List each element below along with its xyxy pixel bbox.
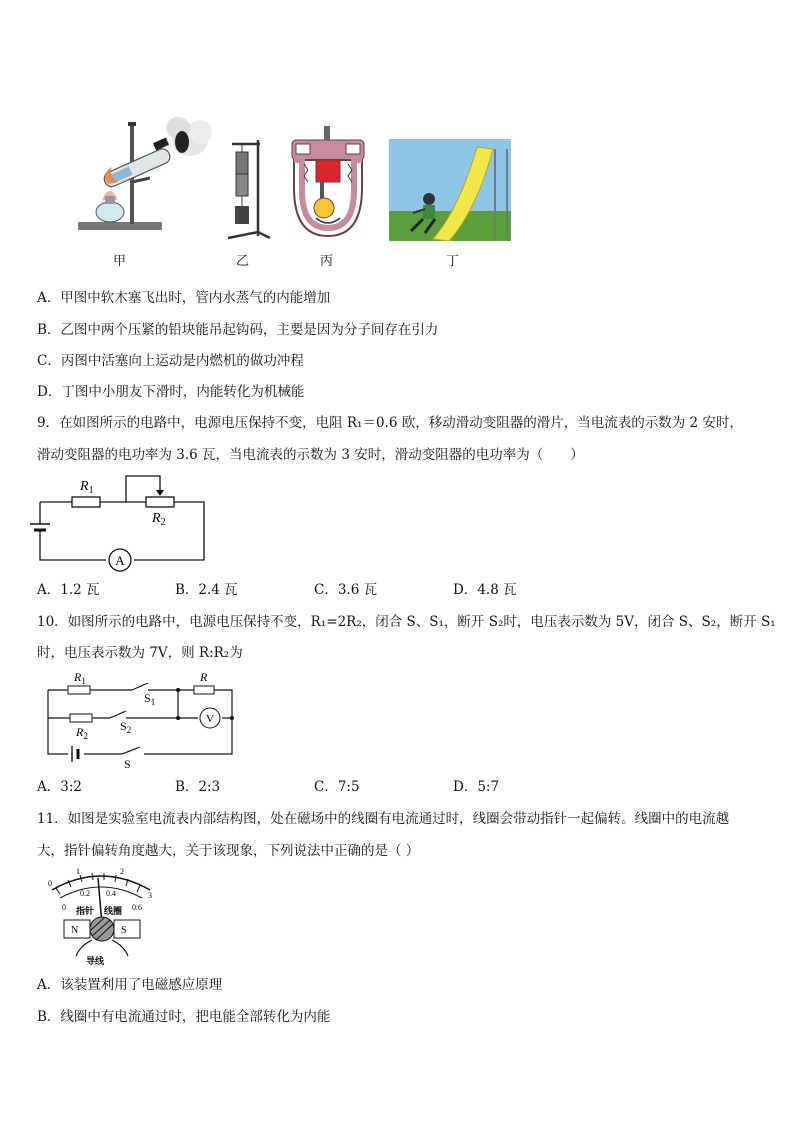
q11-coil-label: 线圈 xyxy=(104,906,123,916)
q11-tick-inner-2: 0.4 xyxy=(106,889,116,898)
figure-jia-steam-cork xyxy=(70,112,210,242)
q8-option-a: A．甲图中软木塞飞出时，管内水蒸气的内能增加 xyxy=(37,290,331,306)
q10-stem-line1: 10．如图所示的电路中，电源电压保持不变，R₁=2R₂，闭合 S、S₁，断开 S₂时，电压表示数为 5V，闭合 S、S₂，断开 S₁ xyxy=(37,614,776,630)
q11-stem-line2: 大，指针偏转角度越大，关于该现象，下列说法中正确的是（ ） xyxy=(37,843,420,859)
caption-jia: 甲 xyxy=(113,254,127,269)
q11-option-b: B．线圈中有电流通过时，把电能全部转化为内能 xyxy=(37,1009,331,1025)
q9-ammeter-label: A xyxy=(115,553,125,568)
q10-stem-line2: 时，电压表示数为 7V，则 R:R₂为 xyxy=(37,645,243,661)
figure-bing-engine xyxy=(288,124,368,244)
q11-magnet-south xyxy=(114,920,140,938)
q10-option-b: B．2:3 xyxy=(175,779,221,795)
q9-option-b: B．2.4 瓦 xyxy=(175,582,238,598)
q10-circuit-diagram xyxy=(44,668,238,772)
q9-option-d: D．4.8 瓦 xyxy=(453,582,517,598)
q11-north-label: N xyxy=(71,925,79,936)
q11-tick-outer-2: 2 xyxy=(120,867,124,876)
q10-voltmeter-label: V xyxy=(206,713,214,725)
q10-r-label: R xyxy=(200,670,208,684)
q11-ammeter-structure-diagram xyxy=(46,868,156,968)
q11-tick-inner-3: 0.6 xyxy=(132,903,142,912)
q9-stem-line1: 9．在如图所示的电路中，电源电压保持不变，电阻 R₁＝0.6 欧，移动滑动变阻器的滑片，当电流表的示数为 2 安时， xyxy=(37,415,743,431)
q10-s1-label: $S_1$ xyxy=(144,691,156,707)
q11-wire-label: 导线 xyxy=(86,956,105,966)
q11-tick-outer-3: 3 xyxy=(148,891,152,900)
q9-option-c: C．3.6 瓦 xyxy=(314,582,378,598)
q9-r1-resistor xyxy=(72,497,100,507)
q10-option-c: C．7:5 xyxy=(314,779,360,795)
figure-ding-slide xyxy=(389,139,511,241)
q11-tick-outer-1: 1 xyxy=(76,867,80,876)
q11-south-label: S xyxy=(121,925,127,936)
q11-option-a: A．该装置利用了电磁感应原理 xyxy=(37,977,223,993)
q11-tick-inner-1: 0.2 xyxy=(80,889,90,898)
q9-r1-label: $R_1$ xyxy=(80,479,94,496)
q10-r2-resistor xyxy=(70,714,92,722)
caption-ding: 丁 xyxy=(446,254,460,269)
figure-yi-lead-blocks xyxy=(224,138,274,242)
q9-option-a: A．1.2 瓦 xyxy=(37,582,100,598)
q9-r2-rheostat xyxy=(146,497,174,507)
q9-circuit-diagram xyxy=(38,474,208,574)
q11-stem-line1: 11．如图是实验室电流表内部结构图，处在磁场中的线圈有电流通过时，线圈会带动指针一起偏转。线圈中的电流越 xyxy=(37,811,730,827)
q10-r-resistor xyxy=(194,686,214,694)
caption-yi: 乙 xyxy=(236,254,250,269)
q11-tick-inner-0: 0 xyxy=(62,903,66,912)
q8-option-b: B．乙图中两个压紧的铅块能吊起钩码，主要是因为分子间存在引力 xyxy=(37,322,439,338)
q10-s2-label: $S_2$ xyxy=(120,719,132,735)
q11-pointer-label: 指针 xyxy=(76,906,95,916)
q10-s-label: S xyxy=(124,757,131,771)
q9-stem-line2: 滑动变阻器的电功率为 3.6 瓦，当电流表的示数为 3 安时，滑动变阻器的电功率为（ ） xyxy=(37,447,584,463)
q10-r1-resistor xyxy=(68,686,90,694)
q10-r1-label: $R_1$ xyxy=(74,670,86,686)
caption-bing: 丙 xyxy=(320,254,334,269)
q10-r2-label: $R_2$ xyxy=(76,725,88,741)
q10-option-a: A．3:2 xyxy=(37,779,82,795)
q11-tick-outer-0: 0 xyxy=(48,879,52,888)
q8-option-d: D．丁图中小朋友下滑时，内能转化为机械能 xyxy=(37,384,305,400)
q8-option-c: C．丙图中活塞向上运动是内燃机的做功冲程 xyxy=(37,353,304,369)
q11-coil xyxy=(90,917,114,941)
q10-option-d: D．5:7 xyxy=(453,779,500,795)
q9-r2-label: $R_2$ xyxy=(152,511,166,528)
